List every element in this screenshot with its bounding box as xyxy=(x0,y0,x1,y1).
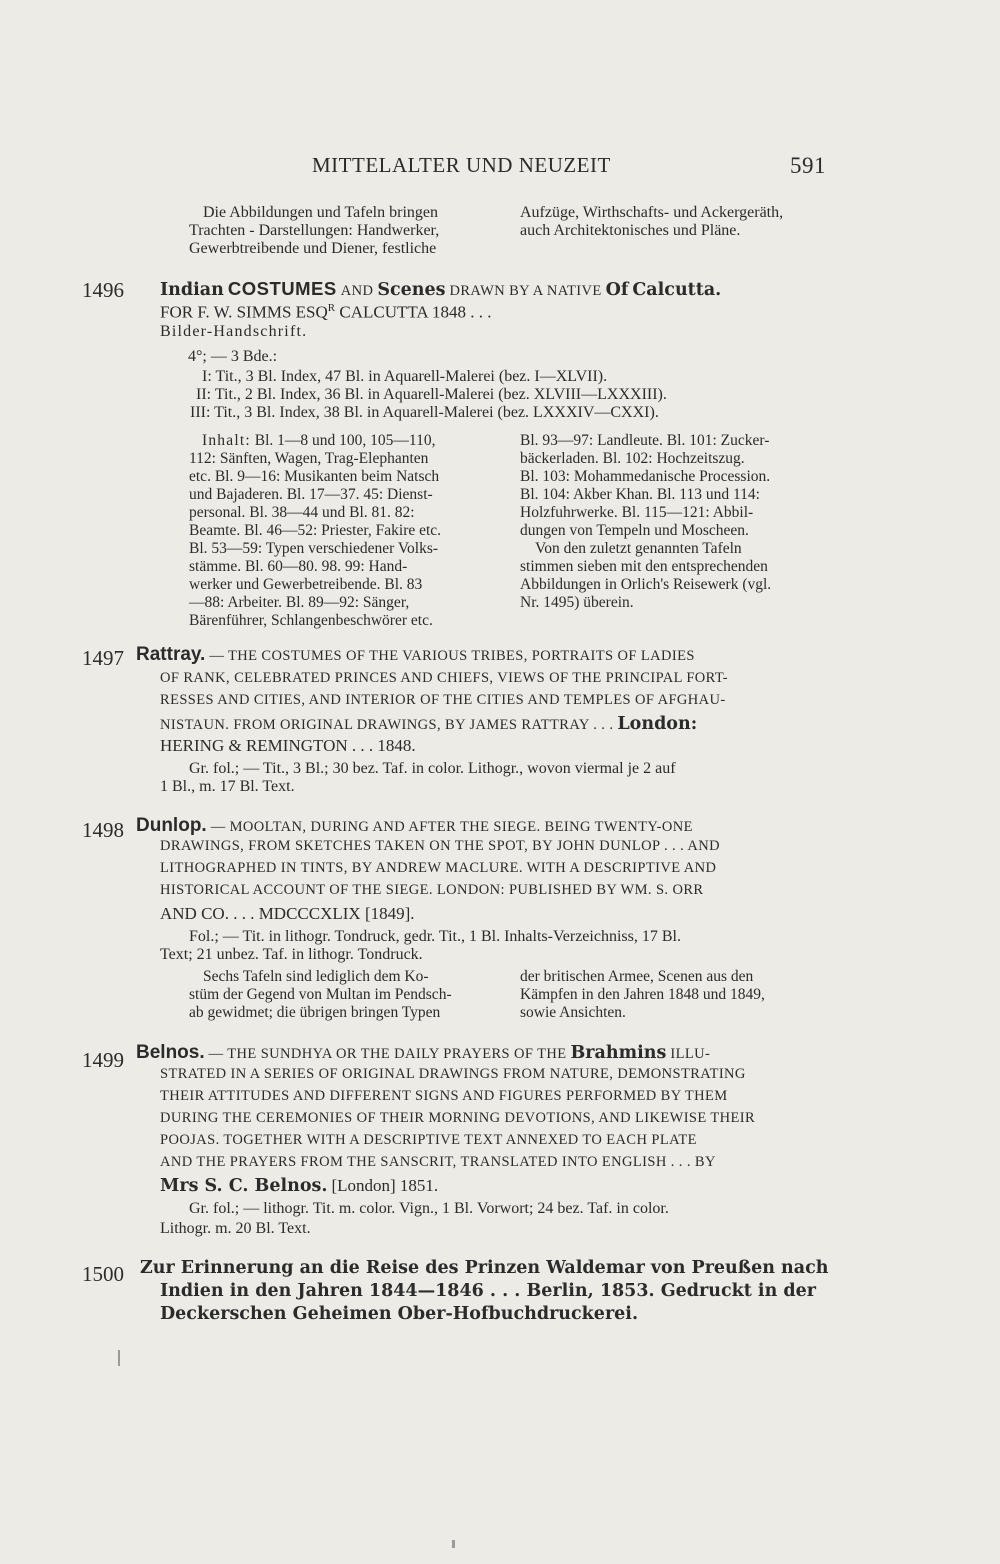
entry-number: 1500 xyxy=(82,1262,124,1286)
entry-title-line xyxy=(136,644,695,666)
title-word: COSTUMES xyxy=(227,278,337,299)
running-title: MITTELALTER UND NEUZEIT xyxy=(312,153,611,177)
entry-description: Lithogr. m. 20 Bl. Text. xyxy=(160,1220,311,1237)
intro-right-line: auch Architektonisches und Pläne. xyxy=(520,222,741,239)
entry-imprint: HERING & REMINGTON . . . 1848. xyxy=(160,736,416,755)
intro-right-line: Aufzüge, Wirthschafts- und Ackergeräth, xyxy=(520,204,784,221)
note-right-line: der britischen Armee, Scenen aus den xyxy=(520,968,754,985)
entry-number: 1498 xyxy=(82,818,124,842)
title-text: — THE COSTUMES OF THE VARIOUS TRIBES, PORTRAITS OF LADIES xyxy=(209,648,695,664)
blackletter-word: Of xyxy=(605,280,629,300)
entry-description: Text; 21 unbez. Taf. in lithogr. Tondruck. xyxy=(160,946,423,963)
title-text: — MOOLTAN, DURING AND AFTER THE SIEGE. BEING TWENTY-ONE xyxy=(210,819,693,835)
entry-author: Dunlop. xyxy=(136,815,207,836)
blackletter-word: Brahmins xyxy=(570,1043,667,1063)
entry-author: Rattray. xyxy=(136,644,206,665)
blackletter-word: Calcutta. xyxy=(632,280,722,300)
volume-line: II: Tit., 2 Bl. Index, 36 Bl. in Aquarell-Malerei (bez. XLVIII—LXXXIII). xyxy=(196,386,667,403)
blackletter-word: Indian xyxy=(160,280,224,300)
volume-line: III: Tit., 3 Bl. Index, 38 Bl. in Aquarell-Malerei (bez. LXXXIV—CXXI). xyxy=(190,404,659,421)
note-left-line: Sechs Tafeln sind lediglich dem Ko- xyxy=(203,968,429,985)
title-word: AND xyxy=(340,283,374,299)
entry-title-line: DRAWINGS, FROM SKETCHES TAKEN ON THE SPOT, BY JOHN DUNLOP . . . AND xyxy=(160,838,720,854)
content-right-line: Abbildungen in Orlich's Reisewerk (vgl. xyxy=(520,576,772,593)
intro-left-line: Trachten - Darstellungen: Handwerker, xyxy=(189,222,440,239)
title-text: ILLU- xyxy=(670,1046,711,1062)
intro-left-line: Die Abbildungen und Tafeln bringen xyxy=(203,204,438,221)
title-text: NISTAUN. FROM ORIGINAL DRAWINGS, BY JAMES RATTRAY . . . xyxy=(160,717,614,733)
blackletter-word: London: xyxy=(617,714,698,734)
content-label: Inhalt: xyxy=(202,432,251,449)
content-left-line: Beamte. Bl. 46—52: Priester, Fakire etc. xyxy=(189,522,442,539)
content-left-line xyxy=(202,432,435,450)
entry-title-line: THEIR ATTITUDES AND DIFFERENT SIGNS AND FIGURES PERFORMED BY THEM xyxy=(160,1088,728,1104)
note-right-line: Kämpfen in den Jahren 1848 und 1849, xyxy=(520,986,765,1003)
entry-title xyxy=(160,278,721,300)
entry-title-line: RESSES AND CITIES, AND INTERIOR OF THE CITIES AND TEMPLES OF AFGHAU- xyxy=(160,692,726,708)
entry-description: Gr. fol.; — lithogr. Tit. m. color. Vign., 1 Bl. Vorwort; 24 bez. Taf. in color. xyxy=(189,1200,669,1217)
entry-title-line xyxy=(136,815,693,837)
page-number: 591 xyxy=(790,153,826,178)
content-right-line: Holzfuhrwerke. Bl. 115—121: Abbil- xyxy=(520,504,754,521)
entry-imprint: AND CO. . . . MDCCCXLIX [1849]. xyxy=(160,904,415,923)
entry-kind: Bilder-Handschrift. xyxy=(160,323,308,340)
title-text: — THE SUNDHYA OR THE DAILY PRAYERS OF THE xyxy=(208,1046,567,1062)
entry-description: Fol.; — Tit. in lithogr. Tondruck, gedr. Tit., 1 Bl. Inhalts-Verzeichniss, 17 Bl. xyxy=(189,928,681,945)
content-right-line: Bl. 93—97: Landleute. Bl. 101: Zucker- xyxy=(520,432,770,449)
content-right-line: Nr. 1495) überein. xyxy=(520,594,634,611)
content-left-line: und Bajaderen. Bl. 17—37. 45: Dienst- xyxy=(189,486,433,503)
entry-description: 1 Bl., m. 17 Bl. Text. xyxy=(160,778,295,795)
content-left-line: —88: Arbeiter. Bl. 89—92: Sänger, xyxy=(189,594,410,611)
blackletter-title-line: Zur Erinnerung an die Reise des Prinzen Waldemar von Preußen nach xyxy=(140,1258,829,1278)
entry-title-line: STRATED IN A SERIES OF ORIGINAL DRAWINGS FROM NATURE, DEMONSTRATING xyxy=(160,1066,746,1082)
entry-title-line: OF RANK, CELEBRATED PRINCES AND CHIEFS, VIEWS OF THE PRINCIPAL FORT- xyxy=(160,670,729,686)
blackletter-word: Mrs S. C. Belnos. xyxy=(160,1176,328,1196)
entry-number: 1499 xyxy=(82,1048,124,1072)
title-part: FOR F. W. SIMMS ESQ xyxy=(160,302,328,322)
note-left-line: ab gewidmet; die übrigen bringen Typen xyxy=(189,1004,441,1021)
blackletter-title-line: Indien in den Jahren 1844—1846 . . . Berlin, 1853. Gedruckt in der xyxy=(160,1281,816,1301)
entry-title-line xyxy=(136,1042,710,1064)
content-left-line: werker und Gewerbetreibende. Bl. 83 xyxy=(189,576,423,593)
content-right-line: Bl. 103: Mohammedanische Procession. xyxy=(520,468,771,485)
content-right-line: Von den zuletzt genannten Tafeln xyxy=(535,540,742,557)
content-right-line: dungen von Tempeln und Moscheen. xyxy=(520,522,749,539)
blackletter-title-line: Deckerschen Geheimen Ober-Hofbuchdruckerei. xyxy=(160,1304,639,1324)
entry-title-line xyxy=(160,302,491,323)
content-left-line: personal. Bl. 38—44 und Bl. 81. 82: xyxy=(189,504,415,521)
content-right-line: Bl. 104: Akber Khan. Bl. 113 und 114: xyxy=(520,486,760,503)
entry-title-line: AND THE PRAYERS FROM THE SANSCRIT, TRANSLATED INTO ENGLISH . . . BY xyxy=(160,1154,716,1170)
content-left-line: stämme. Bl. 60—80. 98. 99: Hand- xyxy=(189,558,408,575)
scan-speck xyxy=(118,1350,120,1366)
content-text: Bl. 1—8 und 100, 105—110, xyxy=(250,432,436,449)
entry-title-line: DURING THE CEREMONIES OF THEIR MORNING DEVOTIONS, AND LIKEWISE THEIR xyxy=(160,1110,756,1126)
volume-line: I: Tit., 3 Bl. Index, 47 Bl. in Aquarell-Malerei (bez. I—XLVII). xyxy=(202,368,608,385)
entry-title-line: LITHOGRAPHED IN TINTS, BY ANDREW MACLURE. WITH A DESCRIPTIVE AND xyxy=(160,860,717,876)
entry-description: Gr. fol.; — Tit., 3 Bl.; 30 bez. Taf. in color. Lithogr., wovon viermal je 2 auf xyxy=(189,760,676,777)
content-right-line: bäckerladen. Bl. 102: Hochzeitszug. xyxy=(520,450,745,467)
entry-title-line: POOJAS. TOGETHER WITH A DESCRIPTIVE TEXT ANNEXED TO EACH PLATE xyxy=(160,1132,697,1148)
entry-number: 1497 xyxy=(82,646,124,670)
entry-author: Belnos. xyxy=(136,1042,205,1063)
title-word: DRAWN BY A NATIVE xyxy=(449,283,602,299)
title-superscript: R xyxy=(327,302,336,314)
entry-imprint: [London] 1851. xyxy=(331,1176,439,1195)
intro-left-line: Gewerbtreibende und Diener, festliche xyxy=(189,240,437,257)
entry-number: 1496 xyxy=(82,278,124,302)
content-right-line: stimmen sieben mit den entsprechenden xyxy=(520,558,768,575)
content-left-line: 112: Sänften, Wagen, Trag-Elephanten xyxy=(189,450,429,467)
note-right-line: sowie Ansichten. xyxy=(520,1004,626,1021)
scan-speck xyxy=(452,1540,455,1548)
note-left-line: stüm der Gegend von Multan im Pendsch- xyxy=(189,986,452,1003)
entry-title-line xyxy=(160,714,697,734)
content-left-line: Bärenführer, Schlangenbeschwörer etc. xyxy=(189,612,433,629)
content-left-line: etc. Bl. 9—16: Musikanten beim Natsch xyxy=(189,468,440,485)
entry-title-line: HISTORICAL ACCOUNT OF THE SIEGE. LONDON: PUBLISHED BY WM. S. ORR xyxy=(160,882,704,898)
blackletter-word: Scenes xyxy=(377,280,446,300)
entry-title-line xyxy=(160,1176,438,1196)
title-part: CALCUTTA 1848 . . . xyxy=(339,302,492,322)
entry-format: 4°; — 3 Bde.: xyxy=(188,348,278,365)
content-left-line: Bl. 53—59: Typen verschiedener Volks- xyxy=(189,540,439,557)
